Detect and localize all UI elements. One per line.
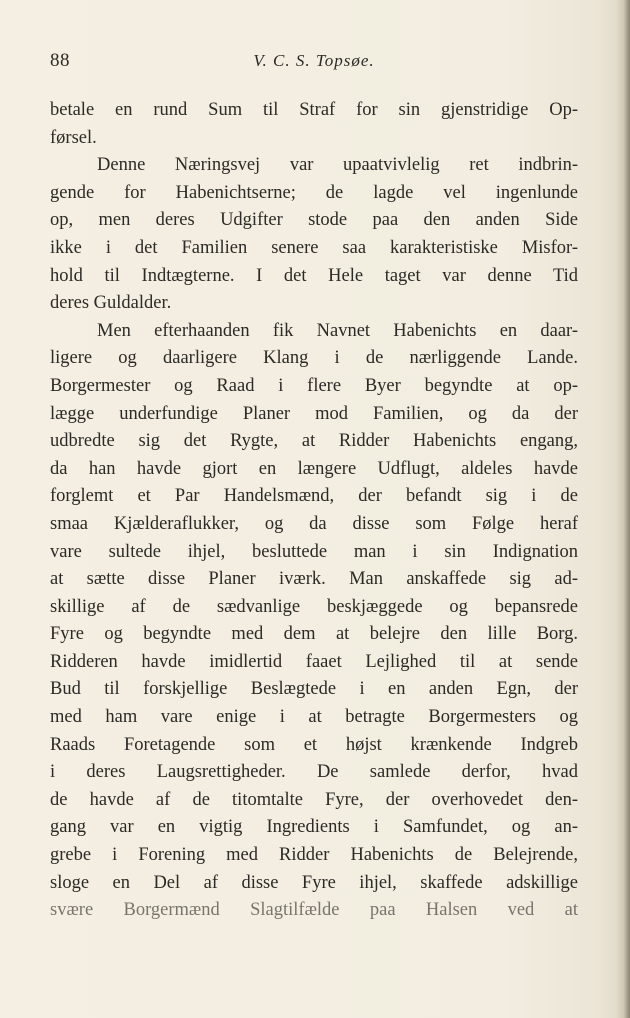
text-line: Denne Næringsvej var upaatvivlelig ret indbrin- [97,155,578,176]
text-line: Fyre og begyndte med dem at belejre den lille Borg. [50,624,578,645]
text-line: gang var en vigtig Ingredients i Samfundet, og an- [50,817,578,838]
text-line: svære Borgermænd Slagtilfælde paa Halsen ved at [50,900,578,921]
text-line: i deres Laugsrettigheder. De samlede derfor, hvad [50,762,578,783]
text-line: smaa Kjælderaflukker, og da disse som Følge heraf [50,513,578,534]
text-line: Raads Foretagende som et højst krænkende Indgreb [50,734,578,755]
text-line: ligere og daarligere Klang i de nærliggende Lande. [50,348,578,369]
text-line: med ham vare enige i at betragte Borgermesters og [50,707,578,728]
page-edge-shadow [616,0,630,1018]
text-line: Men efterhaanden fik Navnet Habenichts en daar- [97,320,578,341]
body-text [50,97,578,925]
text-line: forglemt et Par Handelsmænd, der befandt sig i de [50,486,578,507]
text-line: at sætte disse Planer iværk. Man anskaffede sig ad- [50,569,578,590]
text-line: førsel. [50,127,97,148]
text-line: skillige af de sædvanlige beskjæggede og bepansrede [50,596,578,617]
text-line: grebe i Forening med Ridder Habenichts de Belejrende, [50,845,578,866]
text-line: sloge en Del af disse Fyre ihjel, skaffede adskillige [50,872,578,893]
text-line: lægge underfundige Planer mod Familien, og da der [50,403,578,424]
page-number: 88 [50,50,70,71]
text-line: ikke i det Familien senere saa karakteristiske Misfor- [50,237,578,258]
text-line: Ridderen havde imidlertid faaet Lejlighed til at sende [50,651,578,672]
text-line: deres Guldalder. [50,293,172,314]
text-line: op, men deres Udgifter stode paa den anden Side [50,210,578,231]
page-header [50,50,578,76]
text-line: da han havde gjort en længere Udflugt, aldeles havde [50,458,578,479]
text-line: gende for Habenichtserne; de lagde vel ingenlunde [50,182,578,203]
text-line: hold til Indtægterne. I det Hele taget var denne Tid [50,265,578,286]
text-line: betale en rund Sum til Straf for sin gjenstridige Op- [50,100,578,120]
text-line: Borgermester og Raad i flere Byer begyndte at op- [50,375,578,396]
text-line: Bud til forskjellige Beslægtede i en anden Egn, der [50,679,578,700]
text-line: vare sultede ihjel, besluttede man i sin Indignation [50,541,578,562]
text-line: udbredte sig det Rygte, at Ridder Habenichts engang, [50,431,578,452]
text-line: de havde af de titomtalte Fyre, der overhovedet den- [50,789,578,810]
running-head: V. C. S. Topsøe. [253,51,375,70]
